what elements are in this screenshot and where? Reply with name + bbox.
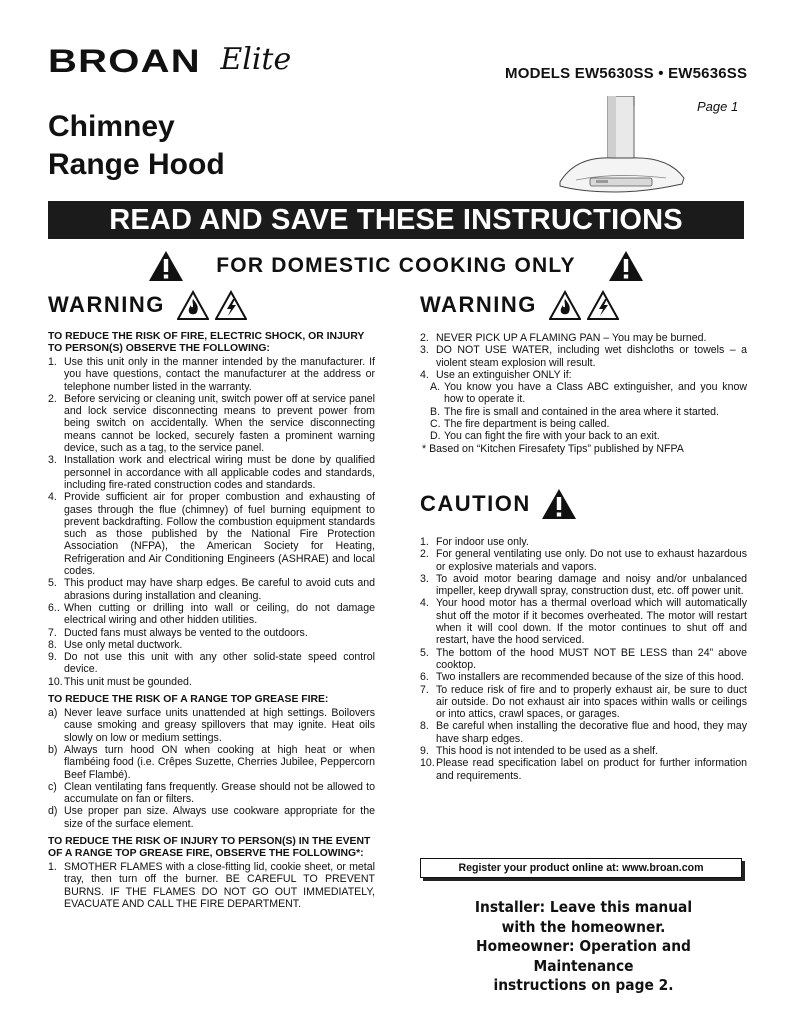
list-item <box>48 781 375 806</box>
list-item <box>48 491 375 577</box>
item-number: 8. <box>420 720 429 733</box>
list-item <box>48 676 375 688</box>
item-text: Always turn hood ON when cooking at high heat or when flambéing food (i.e. Crêpes Suzette, Cherries Jubilee, Peppercorn Beef Flambé). <box>64 743 375 781</box>
item-text: Ducted fans must always be vented to the outdoors. <box>64 626 308 639</box>
item-number: 8. <box>48 638 57 651</box>
item-number: d) <box>48 805 58 818</box>
installer-line: Homeowner: Operation and Maintenance <box>476 937 691 975</box>
list-item <box>420 548 747 573</box>
extinguisher-sublist <box>420 381 747 442</box>
list-item <box>420 720 747 745</box>
domestic-use-line <box>148 248 644 284</box>
item-text: For general ventilating use only. Do not use to exhaust hazardous or explosive materials and vapors. <box>436 548 747 573</box>
list-item <box>420 597 747 646</box>
item-text: This unit must be gounded. <box>64 675 192 688</box>
caution-label: CAUTION <box>420 491 531 516</box>
item-number: 7. <box>420 683 429 696</box>
list-item <box>48 707 375 744</box>
caution-heading <box>420 488 577 520</box>
item-text: The fire department is being called. <box>444 418 610 431</box>
page-title <box>48 108 225 184</box>
right-column <box>420 332 747 455</box>
item-text: This hood is not intended to be used as a shelf. <box>436 745 659 758</box>
installer-line: Installer: Leave this manual <box>474 898 693 916</box>
item-number: B. <box>430 405 441 418</box>
item-number: A. <box>430 381 441 394</box>
item-text: Use an extinguisher ONLY if: <box>436 368 572 381</box>
list-item <box>48 639 375 651</box>
item-text: Please read specification label on product for further information and requirements. <box>436 757 747 782</box>
warning-triangle-icon <box>608 250 644 282</box>
item-text: Provide sufficient air for proper combustion and exhausting of gases through the flue (chimney) of fuel burning equipment to prevent backdrafting. Follow the combustion equipment standards such as those published by the National Fire Protection Association (NFPA), the American Society for Heating, Refrigeration and Air Conditioning Engineers (ASHRAE) and local codes. <box>64 491 375 578</box>
range-hood-illustration <box>556 96 686 198</box>
list-item <box>420 536 747 548</box>
item-number: b) <box>48 743 58 756</box>
item-number: 7. <box>48 626 57 639</box>
page-number: Page 1 <box>697 99 739 114</box>
section-heading: TO REDUCE THE RISK OF INJURY TO PERSON(S) IN THE EVENT OF A RANGE TOP GREASE FIRE, OBSERVE THE FOLLOWING*: <box>48 835 371 859</box>
item-text: Use this unit only in the manner intended by the manufacturer. If you have questions, contact the manufacturer at the address or telephone number listed in the warranty. <box>64 356 375 393</box>
item-text: NEVER PICK UP A FLAMING PAN – You may be burned. <box>436 332 707 344</box>
caution-list <box>420 536 747 782</box>
item-number: 3. <box>48 454 57 467</box>
item-number: 1. <box>48 860 57 873</box>
brand-name: BROAN <box>48 43 201 79</box>
grease-fire-list <box>48 707 375 830</box>
item-number: 4. <box>420 368 429 381</box>
item-text: DO NOT USE WATER, including wet dishcloths or towels – a violent steam explosion will result. <box>436 344 747 369</box>
register-product-box: Register your product online at: www.broan.com <box>420 858 742 878</box>
item-text: The fire is small and contained in the area where it started. <box>444 405 719 418</box>
section-heading: TO REDUCE THE RISK OF A RANGE TOP GREASE FIRE: <box>48 694 329 706</box>
item-text: To reduce risk of fire and to properly exhaust air, be sure to duct air outside. Do not exhaust air into spaces within walls or ceilings or into attics, crawl spaces, or garages. <box>436 683 747 721</box>
item-number: a) <box>48 707 58 720</box>
list-item <box>420 332 747 344</box>
item-text: You can fight the fire with your back to an exit. <box>444 430 660 443</box>
item-text: Two installers are recommended because of the size of this hood. <box>436 671 744 684</box>
list-item <box>420 406 747 418</box>
title-line-1: Chimney <box>48 110 175 143</box>
warning-triangle-icon <box>541 488 577 520</box>
list-item <box>420 369 747 381</box>
item-number: 4. <box>48 491 57 504</box>
item-text: Do not use this unit with any other solid-state speed control device. <box>64 651 375 676</box>
list-item <box>48 805 375 830</box>
electric-shock-icon <box>587 290 619 320</box>
item-number: c) <box>48 780 57 793</box>
item-number: 5. <box>48 577 57 590</box>
list-item <box>48 651 375 676</box>
list-item <box>48 627 375 639</box>
section-heading: TO REDUCE THE RISK OF FIRE, ELECTRIC SHOCK, OR INJURY TO PERSON(S) OBSERVE THE FOLLOWING: <box>48 331 365 354</box>
warning-continued-list <box>420 332 747 381</box>
item-number: 4. <box>420 597 429 610</box>
item-number: D. <box>430 430 441 443</box>
list-item <box>420 647 747 672</box>
list-item <box>420 745 747 757</box>
list-item <box>48 577 375 602</box>
item-text: Use only metal ductwork. <box>64 638 183 651</box>
warning-label: WARNING <box>48 292 165 317</box>
warning-heading-left <box>48 290 253 320</box>
fire-hazard-icon <box>177 290 209 320</box>
brand-logo <box>48 42 292 79</box>
item-text: Your hood motor has a thermal overload which will automatically shut off the motor if it becomes overheated. The motor will restart when it will cool down. If the motor continues to shut off and restart, have the hood serviced. <box>436 597 747 647</box>
item-text: Never leave surface units unattended at high settings. Boilovers cause smoking and greasy spillovers that may ignite. Heat oils slowly on low or medium settings. <box>64 707 375 744</box>
warning-heading-right <box>420 290 625 320</box>
list-item <box>48 454 375 491</box>
item-text: To avoid motor bearing damage and noisy and/or unbalanced impeller, keep drywall spray, construction dust, etc. off power unit. <box>436 572 747 598</box>
item-text: Be careful when installing the decorative flue and hood, they may have sharp edges. <box>436 720 747 745</box>
list-item <box>48 744 375 781</box>
list-item <box>420 757 747 782</box>
list-item <box>420 573 747 598</box>
item-text: You know you have a Class ABC extinguisher, and you know how to operate it. <box>444 381 747 406</box>
item-text: Installation work and electrical wiring must be done by qualified personnel in accordance with all applicable codes and standards, including fire-rated construction codes and standards. <box>64 454 375 491</box>
item-text: Before servicing or cleaning unit, switch power off at service panel and lock service disconnecting means to prevent power from being switch on accidentally. When the service disconnecting means cannot be locked, securely fasten a prominent warning device, such as a tag, to the service panel. <box>64 392 375 455</box>
item-text: Clean ventilating fans frequently. Grease should not be allowed to accumulate on fan or filters. <box>64 780 375 806</box>
item-number: 3. <box>420 344 429 357</box>
installer-line: with the homeowner. <box>501 917 666 936</box>
model-numbers: MODELS EW5630SS • EW5636SS <box>505 65 748 82</box>
caution-column <box>420 536 747 782</box>
read-save-banner: READ AND SAVE THESE INSTRUCTIONS <box>48 201 744 239</box>
item-number: 5. <box>420 646 429 659</box>
title-line-2: Range Hood <box>48 148 225 181</box>
fire-shock-list <box>48 356 375 688</box>
electric-shock-icon <box>215 290 247 320</box>
list-item <box>48 356 375 393</box>
installer-note <box>433 898 734 996</box>
item-text: The bottom of the hood MUST NOT BE LESS than 24” above cooktop. <box>436 646 747 671</box>
item-number: 9. <box>420 745 429 758</box>
list-item <box>48 602 375 627</box>
item-text: When cutting or drilling into wall or ceiling, do not damage electrical wiring and other hidden utilities. <box>64 601 375 627</box>
domestic-use-text: FOR DOMESTIC COOKING ONLY <box>216 254 576 277</box>
list-item <box>420 671 747 683</box>
list-item <box>420 344 747 369</box>
item-number: 1. <box>48 356 57 368</box>
item-text: This product may have sharp edges. Be careful to avoid cuts and abrasions during installation and cleaning. <box>64 577 375 602</box>
warning-label: WARNING <box>420 292 537 317</box>
list-item <box>420 430 747 442</box>
warning-triangle-icon <box>148 250 184 282</box>
brand-sub: Elite <box>220 42 292 77</box>
list-item <box>48 861 375 910</box>
item-number: 6. <box>420 671 429 684</box>
item-number: 6.. <box>48 601 60 614</box>
nfpa-note: * Based on “Kitchen Firesafety Tips” published by NFPA <box>422 442 684 455</box>
list-item <box>420 684 747 721</box>
item-text: For indoor use only. <box>436 536 529 548</box>
list-item <box>420 418 747 430</box>
item-number: 9. <box>48 651 57 664</box>
item-text: SMOTHER FLAMES with a close-fitting lid, cookie sheet, or metal tray, then turn off the burner. BE CAREFUL TO PREVENT BURNS. IF THE FLAMES DO NOT GO OUT IMMEDIATELY, EVACUATE AND CALL THE FIRE DEPARTMENT. <box>64 860 375 910</box>
item-text: Use proper pan size. Always use cookware appropriate for the size of the surface element. <box>64 805 375 830</box>
left-column <box>48 331 375 910</box>
item-number: 10. <box>48 675 63 688</box>
list-item <box>48 393 375 454</box>
item-number: C. <box>430 418 441 431</box>
item-number: 2. <box>420 548 429 561</box>
fire-hazard-icon <box>549 290 581 320</box>
item-number: 2. <box>420 332 429 344</box>
list-item <box>420 381 747 406</box>
item-number: 2. <box>48 392 57 405</box>
injury-list <box>48 861 375 910</box>
item-number: 10. <box>420 757 435 770</box>
item-number: 3. <box>420 572 429 585</box>
item-number: 1. <box>420 536 429 548</box>
installer-line: instructions on page 2. <box>493 976 674 994</box>
